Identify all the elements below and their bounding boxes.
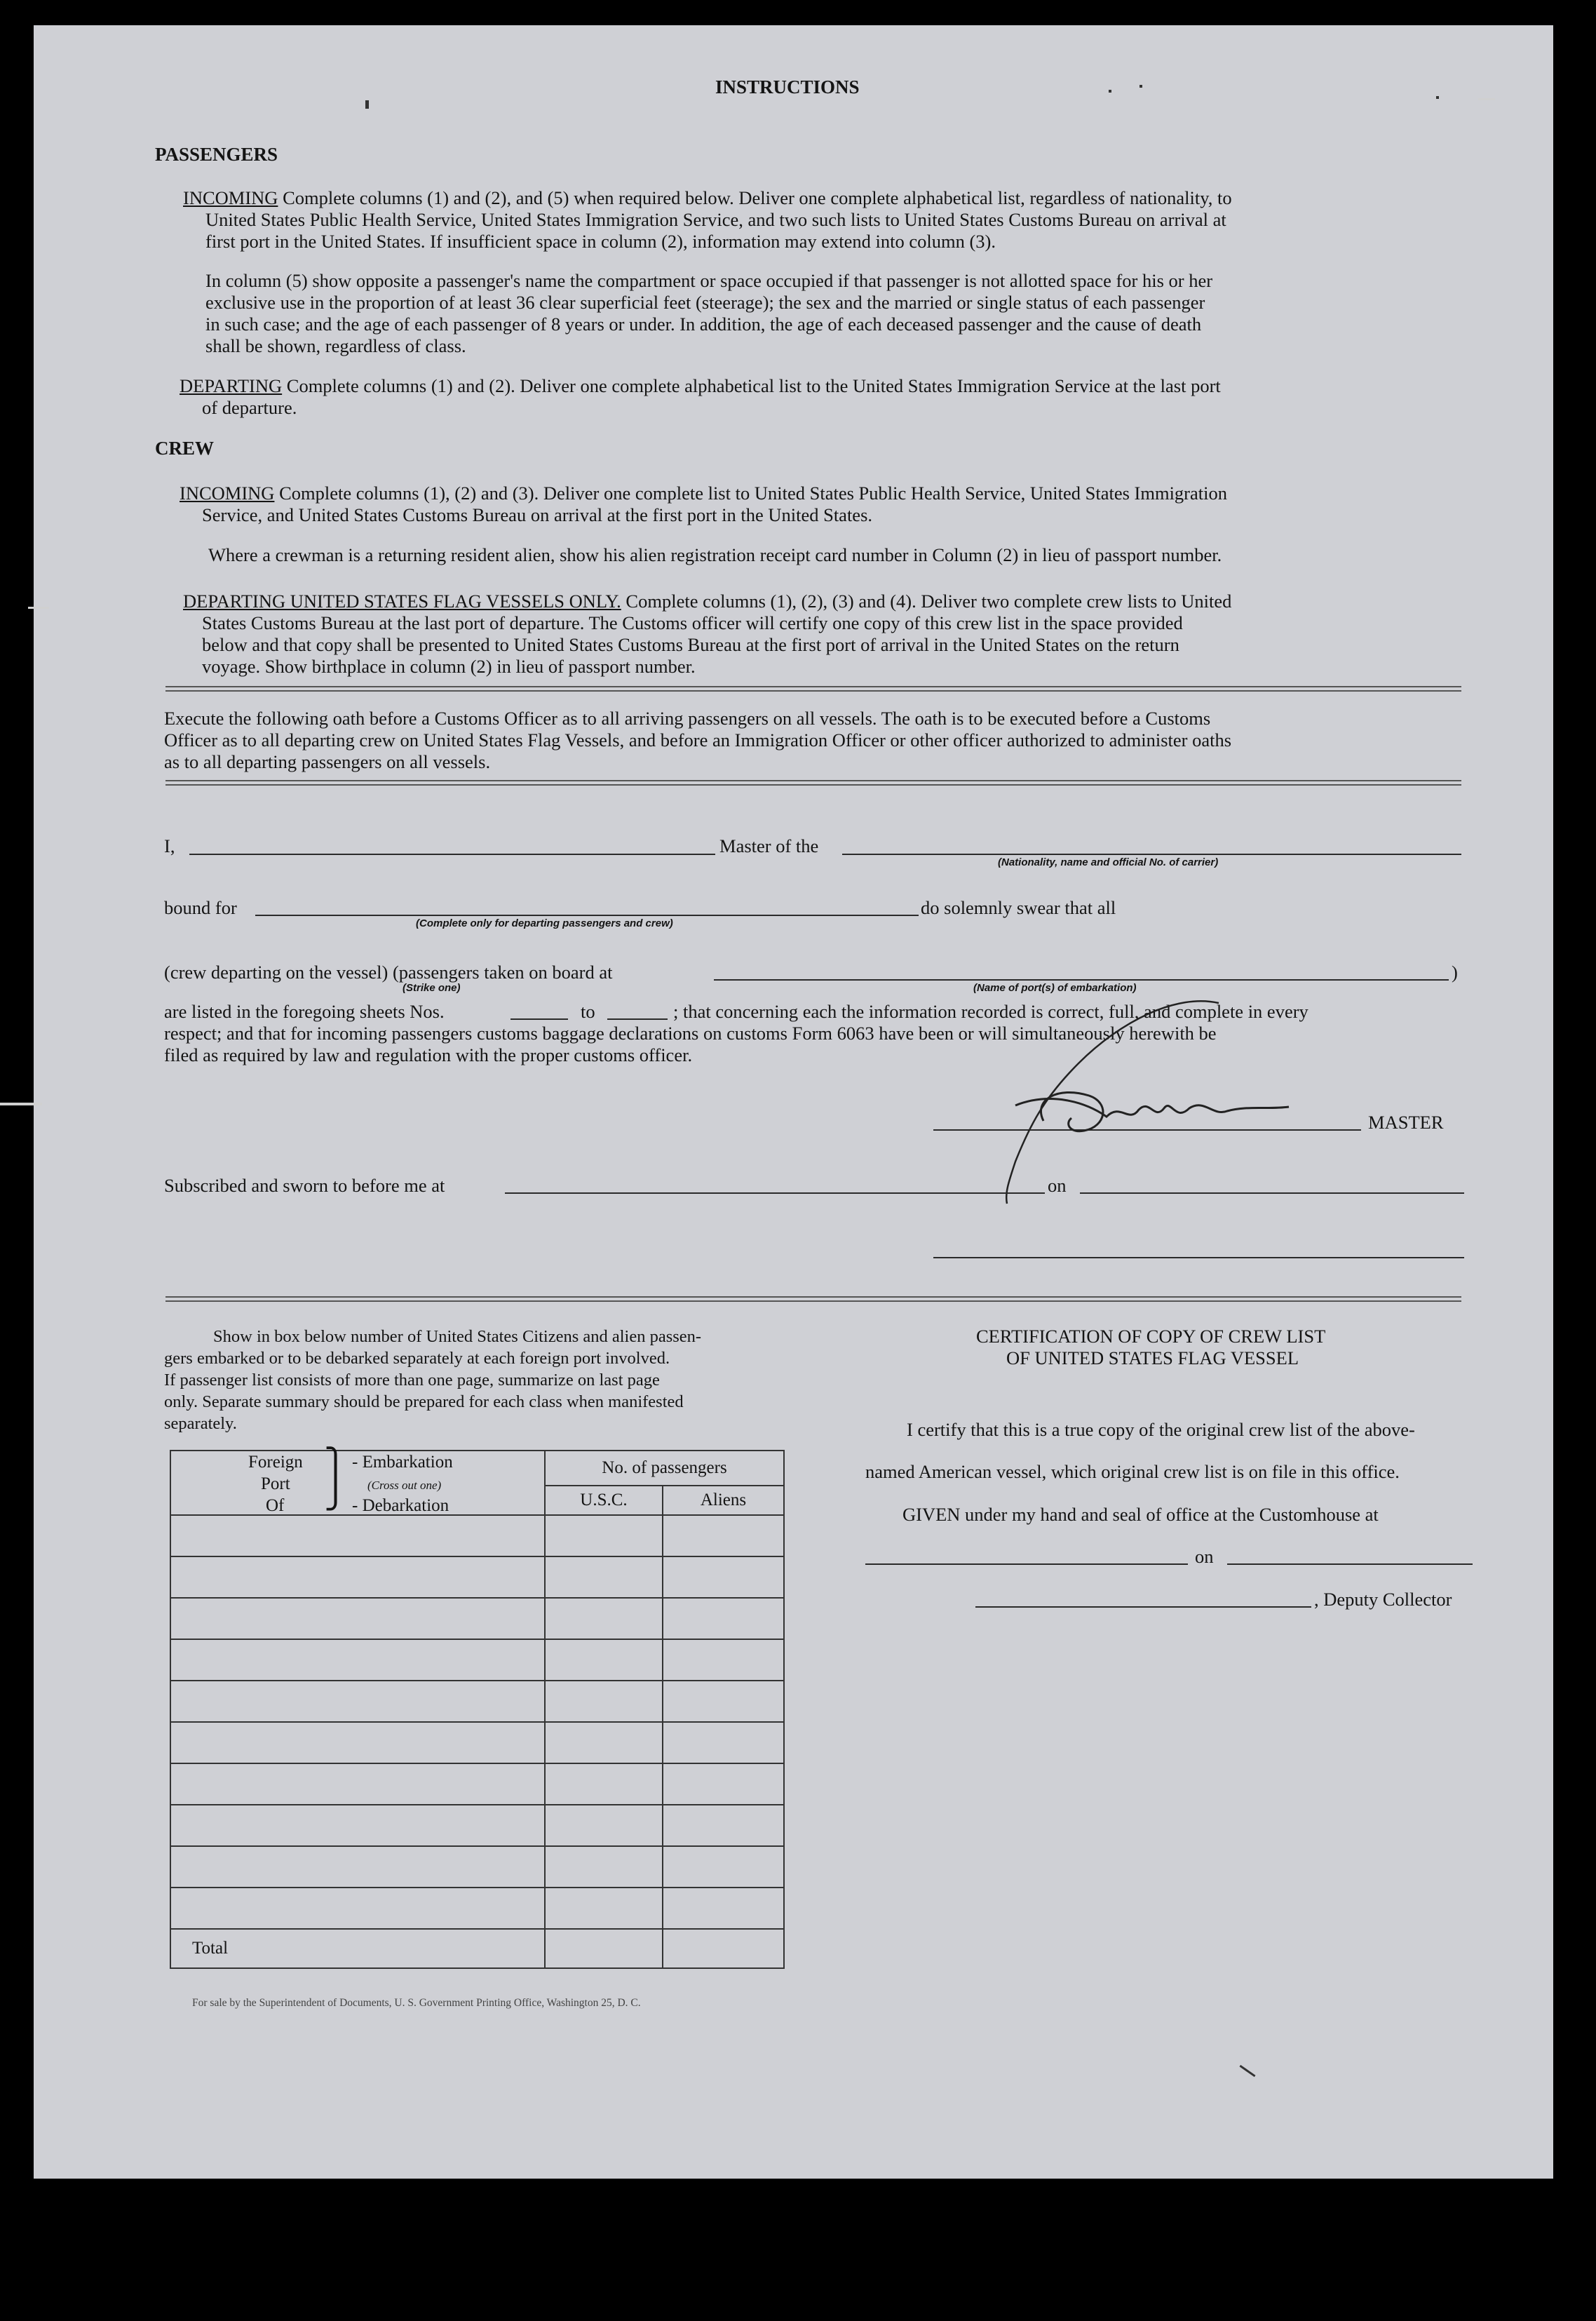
bound-for-label: bound for [164,897,237,918]
table-row [170,1556,784,1598]
aliens-cell[interactable] [663,1722,784,1763]
crew-departing-line-4: voyage. Show birthplace in column (2) in lieu of passport number. [202,656,696,677]
port-cell[interactable] [170,1556,545,1598]
crew-departing-label: (crew departing on the vessel) (passengers taken on board at [164,962,613,983]
divider [165,780,1461,786]
aliens-cell[interactable] [663,1515,784,1556]
aliens-cell[interactable] [663,1681,784,1722]
table-row [170,1681,784,1722]
column5-line-4: shall be shown, regardless of class. [205,335,466,356]
usc-cell[interactable] [545,1846,663,1888]
speck [1139,85,1142,88]
divider [165,1296,1461,1302]
form-page [34,25,1553,2179]
crew-heading: CREW [155,438,215,459]
debarkation-label: - Debarkation [352,1496,449,1515]
port-cell[interactable] [170,1515,545,1556]
crew-incoming-line-2: Service, and United States Customs Bureau on arrival at the first port in the United States. [202,504,873,525]
master-of-the-label: Master of the [719,835,819,856]
of-label: Of [266,1496,285,1515]
passengers-incoming-line-2: United States Public Health Service, United States Immigration Service, and two such lists to United States Customs Bureau on arrival at [205,209,1226,230]
summary-line-5: separately. [164,1414,237,1433]
name-blank[interactable] [189,854,715,855]
usc-cell[interactable] [545,1888,663,1929]
summary-line-1: Show in box below number of United States Citizens and alien passen- [213,1327,702,1346]
officer-signature-line[interactable] [933,1257,1464,1258]
port-cell[interactable] [170,1722,545,1763]
aliens-cell[interactable] [663,1763,784,1805]
total-aliens-cell[interactable] [663,1929,784,1968]
edge-mark [28,607,49,609]
usc-cell[interactable] [545,1556,663,1598]
port-cell[interactable] [170,1639,545,1681]
table-row [170,1805,784,1846]
passengers-departing-line-1: DEPARTING Complete columns (1) and (2). Deliver one complete alphabetical list to the United States Immigration Service at the last port [180,375,1221,396]
total-label: Total [170,1929,545,1968]
table-row [170,1639,784,1681]
table-row [170,1722,784,1763]
passengers-incoming-line-1: INCOMING Complete columns (1) and (2), and (5) when required below. Deliver one complete alphabetical list, regardless of nationality, to [183,187,1232,208]
sheet-to-blank[interactable] [607,1018,668,1020]
respect-line: respect; and that for incoming passengers customs baggage declarations on customs Form 6063 have been or will simultaneously herewith be [164,1023,1217,1044]
listed-label-1: are listed in the foregoing sheets Nos. [164,1001,445,1022]
aliens-header: Aliens [663,1486,784,1515]
swear-label: do solemnly swear that all [921,897,1116,918]
certification-line-1: I certify that this is a true copy of the original crew list of the above- [907,1419,1415,1440]
deputy-collector-signature-line[interactable] [975,1606,1311,1608]
port-cell[interactable] [170,1805,545,1846]
embarkation-label: - Embarkation [352,1453,453,1472]
speck [1239,2065,1255,2077]
passenger-summary-table [170,1450,785,1969]
aliens-cell[interactable] [663,1598,784,1639]
cross-out-note: (Cross out one) [367,1479,442,1492]
foreign-label: Foreign [248,1453,303,1472]
usc-cell[interactable] [545,1805,663,1846]
page-title: INSTRUCTIONS [715,76,860,97]
port-cell[interactable] [170,1846,545,1888]
certification-line-2: named American vessel, which original crew list is on file in this office. [865,1461,1400,1482]
oath-instruction-line-1: Execute the following oath before a Customs Officer as to all arriving passengers on all vessels. The oath is to be executed before a Customs [164,708,1211,729]
edge-mark [1478,98,1495,100]
table-body [170,1515,784,1929]
brace-top: ⎫ [324,1448,347,1482]
total-usc-cell[interactable] [545,1929,663,1968]
certification-line-3: GIVEN under my hand and seal of office at the Customhouse at [902,1504,1379,1525]
crew-incoming-line-1: INCOMING Complete columns (1), (2) and (3). Deliver one complete list to United States Public Health Service, United States Immigration [180,483,1227,504]
crew-departing-line-3: below and that copy shall be presented to United States Customs Bureau at the first port of arrival in the United States on the return [202,634,1179,655]
master-signature [966,979,1317,1211]
no-passengers-header: No. of passengers [545,1451,784,1486]
aliens-cell[interactable] [663,1846,784,1888]
table-row [170,1888,784,1929]
passengers-departing-label: DEPARTING [180,375,283,396]
certification-title-2: OF UNITED STATES FLAG VESSEL [1006,1347,1299,1368]
usc-cell[interactable] [545,1639,663,1681]
crew-departing-line-2: States Customs Bureau at the last port of departure. The Customs officer will certify one copy of this crew list in the space provided [202,612,1183,633]
summary-line-4: only. Separate summary should be prepared for each class when manifested [164,1392,684,1411]
port-cell[interactable] [170,1763,545,1805]
carrier-blank[interactable] [842,854,1461,855]
sheet-from-blank[interactable] [510,1018,568,1020]
speck [1109,90,1111,93]
table-row [170,1846,784,1888]
usc-header: U.S.C. [545,1486,663,1515]
listed-label-2: ; that concerning each the information recorded is correct, full, and complete in every [673,1001,1308,1022]
passengers-heading: PASSENGERS [155,144,278,165]
filed-line: filed as required by law and regulation with the proper customs officer. [164,1044,693,1065]
customhouse-date-blank[interactable] [1227,1563,1473,1565]
crew-incoming-label: INCOMING [180,483,275,504]
oath-i: I, [164,835,175,856]
edge-mark [0,1103,42,1105]
port-cell[interactable] [170,1888,545,1929]
column5-line-3: in such case; and the age of each passenger of 8 years or under. In addition, the age of each deceased passenger and the cause of death [205,314,1202,335]
oath-instruction-line-2: Officer as to all departing crew on United States Flag Vessels, and before an Immigration Officer or other officer authorized to administer oaths [164,729,1232,751]
speck [365,100,369,109]
crewman-line: Where a crewman is a returning resident alien, show his alien registration receipt card number in Column (2) in lieu of passport number. [208,544,1222,565]
column5-line-1: In column (5) show opposite a passenger's name the compartment or space occupied if that passenger is not allotted space for his or her [205,270,1213,291]
aliens-cell[interactable] [663,1805,784,1846]
deputy-collector-label: , Deputy Collector [1314,1589,1452,1610]
departing-note: (Complete only for departing passengers and crew) [416,917,673,929]
usc-cell[interactable] [545,1722,663,1763]
port-header-cell [170,1448,545,1515]
subscribed-date-blank[interactable] [1080,1192,1464,1194]
passengers-departing-line-2: of departure. [202,397,297,418]
port-cell[interactable] [170,1598,545,1639]
port-cell[interactable] [170,1681,545,1722]
master-label: MASTER [1368,1112,1444,1133]
to-label: to [581,1001,595,1022]
summary-line-3: If passenger list consists of more than one page, summarize on last page [164,1371,660,1390]
strike-one-note: (Strike one) [403,982,461,994]
oath-instruction-line-3: as to all departing passengers on all vessels. [164,751,491,772]
column5-line-2: exclusive use in the proportion of at least 36 clear superficial feet (steerage); the sex and the married or single status of each passenger [205,292,1205,313]
passengers-incoming-line-3: first port in the United States. If insufficient space in column (2), information may extend into column (3). [205,231,996,252]
footer-note: For sale by the Superintendent of Documents, U. S. Government Printing Office, Washington 25, D. C. [192,1997,641,2009]
usc-cell[interactable] [545,1763,663,1805]
passengers-incoming-label: INCOMING [183,187,278,208]
subscribed-label: Subscribed and sworn to before me at [164,1175,445,1196]
customhouse-place-blank[interactable] [865,1563,1188,1565]
subscribed-on-label: on [1048,1175,1067,1196]
divider [165,686,1461,692]
crew-departing-line-1: DEPARTING UNITED STATES FLAG VESSELS ONLY. Complete columns (1), (2), (3) and (4). Deliver two complete crew lists to United [183,591,1232,612]
summary-line-2: gers embarked or to be debarked separately at each foreign port involved. [164,1349,670,1368]
subscribed-place-blank[interactable] [505,1192,1045,1194]
aliens-cell[interactable] [663,1639,784,1681]
carrier-note: (Nationality, name and official No. of carrier) [998,856,1219,868]
table-row [170,1598,784,1639]
brace-bottom: ⎭ [324,1476,347,1510]
speck [1436,96,1439,99]
aliens-cell[interactable] [663,1888,784,1929]
port-label: Port [261,1474,290,1493]
aliens-cell[interactable] [663,1556,784,1598]
usc-cell[interactable] [545,1598,663,1639]
certification-on-label: on [1195,1546,1214,1567]
destination-blank[interactable] [255,915,919,916]
certification-title-1: CERTIFICATION OF COPY OF CREW LIST [976,1326,1326,1347]
usc-cell[interactable] [545,1515,663,1556]
ports-note: (Name of port(s) of embarkation) [973,982,1137,994]
usc-cell[interactable] [545,1681,663,1722]
table-row [170,1515,784,1556]
close-paren: ) [1452,962,1458,983]
crew-departing-label: DEPARTING UNITED STATES FLAG VESSELS ONLY. [183,591,621,612]
table-row [170,1763,784,1805]
